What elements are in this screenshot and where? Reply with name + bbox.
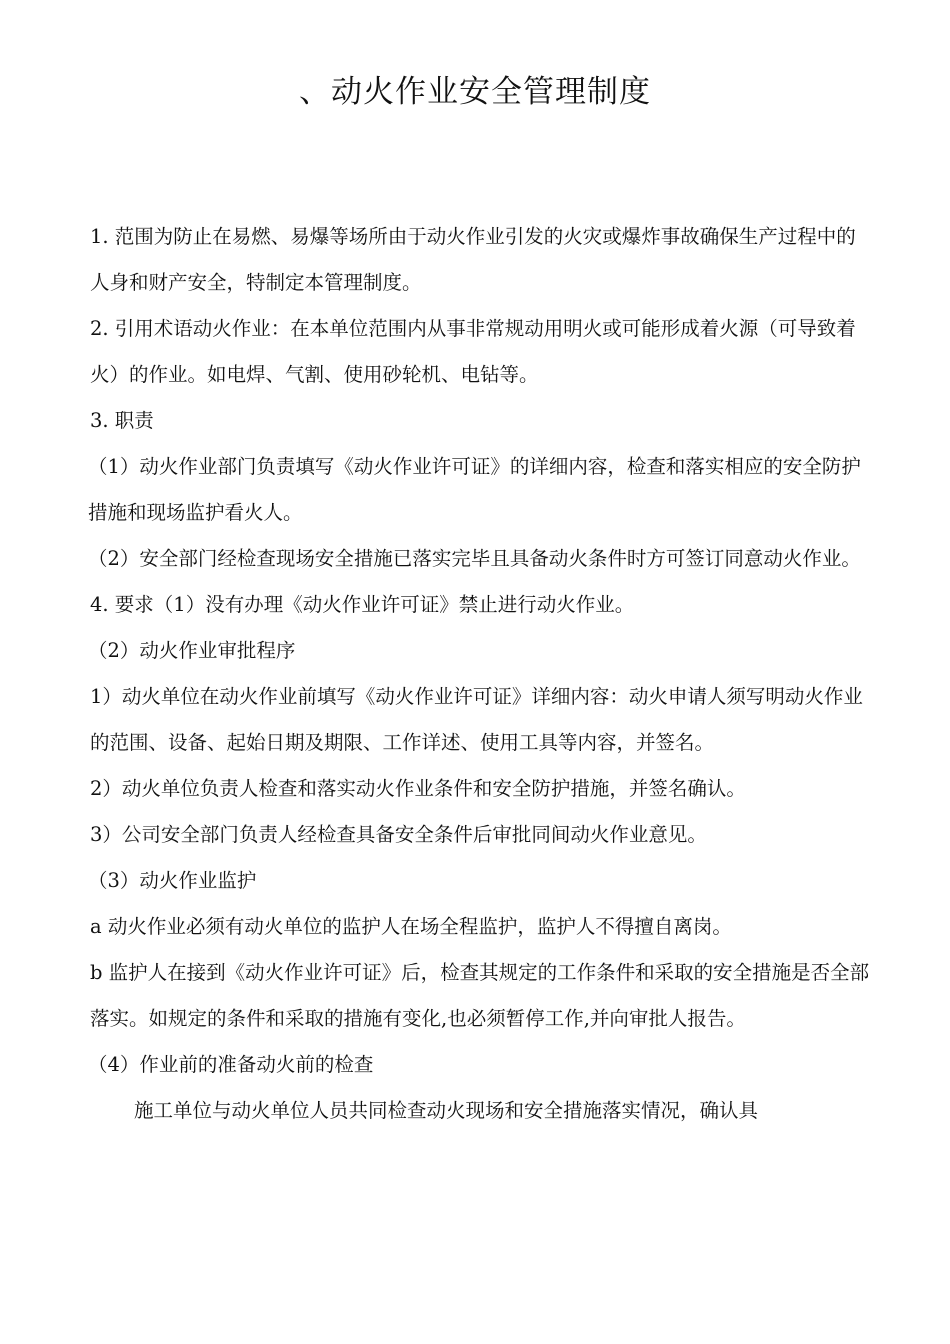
paragraph-supervision-b: b 监护人在接到《动火作业许可证》后，检查其规定的工作条件和采取的安全措施是否全部落实。如规定的条件和采取的措施有变化,也必须暂停工作,并向审批人报告。 <box>90 961 870 1030</box>
document-title: 、动火作业安全管理制度 <box>299 74 651 110</box>
paragraph-duty-2: （2）安全部门经检查现场安全措施已落实完毕且具备动火条件时方可签订同意动火作业。 <box>88 547 861 570</box>
paragraph-approval-step-2: 2）动火单位负责人检查和落实动火作业条件和安全防护措施，并签名确认。 <box>90 777 746 800</box>
paragraph-duty-1: （1）动火作业部门负责填写《动火作业许可证》的详细内容，检查和落实相应的安全防护措施和现场监护看火人。 <box>88 455 861 524</box>
paragraph-supervision-a: a 动火作业必须有动火单位的监护人在场全程监护，监护人不得擅自离岗。 <box>90 915 732 938</box>
paragraph-preparation-check: 施工单位与动火单位人员共同检查动火现场和安全措施落实情况，确认具 <box>134 1099 759 1122</box>
document-body <box>90 214 870 1134</box>
paragraph-approval-step-3: 3）公司安全部门负责人经检查具备安全条件后审批同间动火作业意见。 <box>90 823 707 846</box>
paragraph-approval-step-1: 1）动火单位在动火作业前填写《动火作业许可证》详细内容：动火申请人须写明动火作业的范围、设备、起始日期及期限、工作详述、使用工具等内容，并签名。 <box>90 685 863 754</box>
paragraph-supervision-heading: （3）动火作业监护 <box>88 869 257 892</box>
paragraph-terms: 2. 引用术语动火作业：在本单位范围内从事非常规动用明火或可能形成着火源（可导致着火）的作业。如电焊、气割、使用砂轮机、电钻等。 <box>90 317 856 386</box>
paragraph-requirements: 4. 要求（1）没有办理《动火作业许可证》禁止进行动火作业。 <box>90 593 635 616</box>
paragraph-duties-heading: 3. 职责 <box>90 409 154 432</box>
paragraph-scope: 1. 范围为防止在易燃、易爆等场所由于动火作业引发的火灾或爆炸事故确保生产过程中的人身和财产安全，特制定本管理制度。 <box>90 225 856 294</box>
paragraph-approval-heading: （2）动火作业审批程序 <box>88 639 296 662</box>
paragraph-preparation-heading: （4）作业前的准备动火前的检查 <box>88 1053 374 1076</box>
